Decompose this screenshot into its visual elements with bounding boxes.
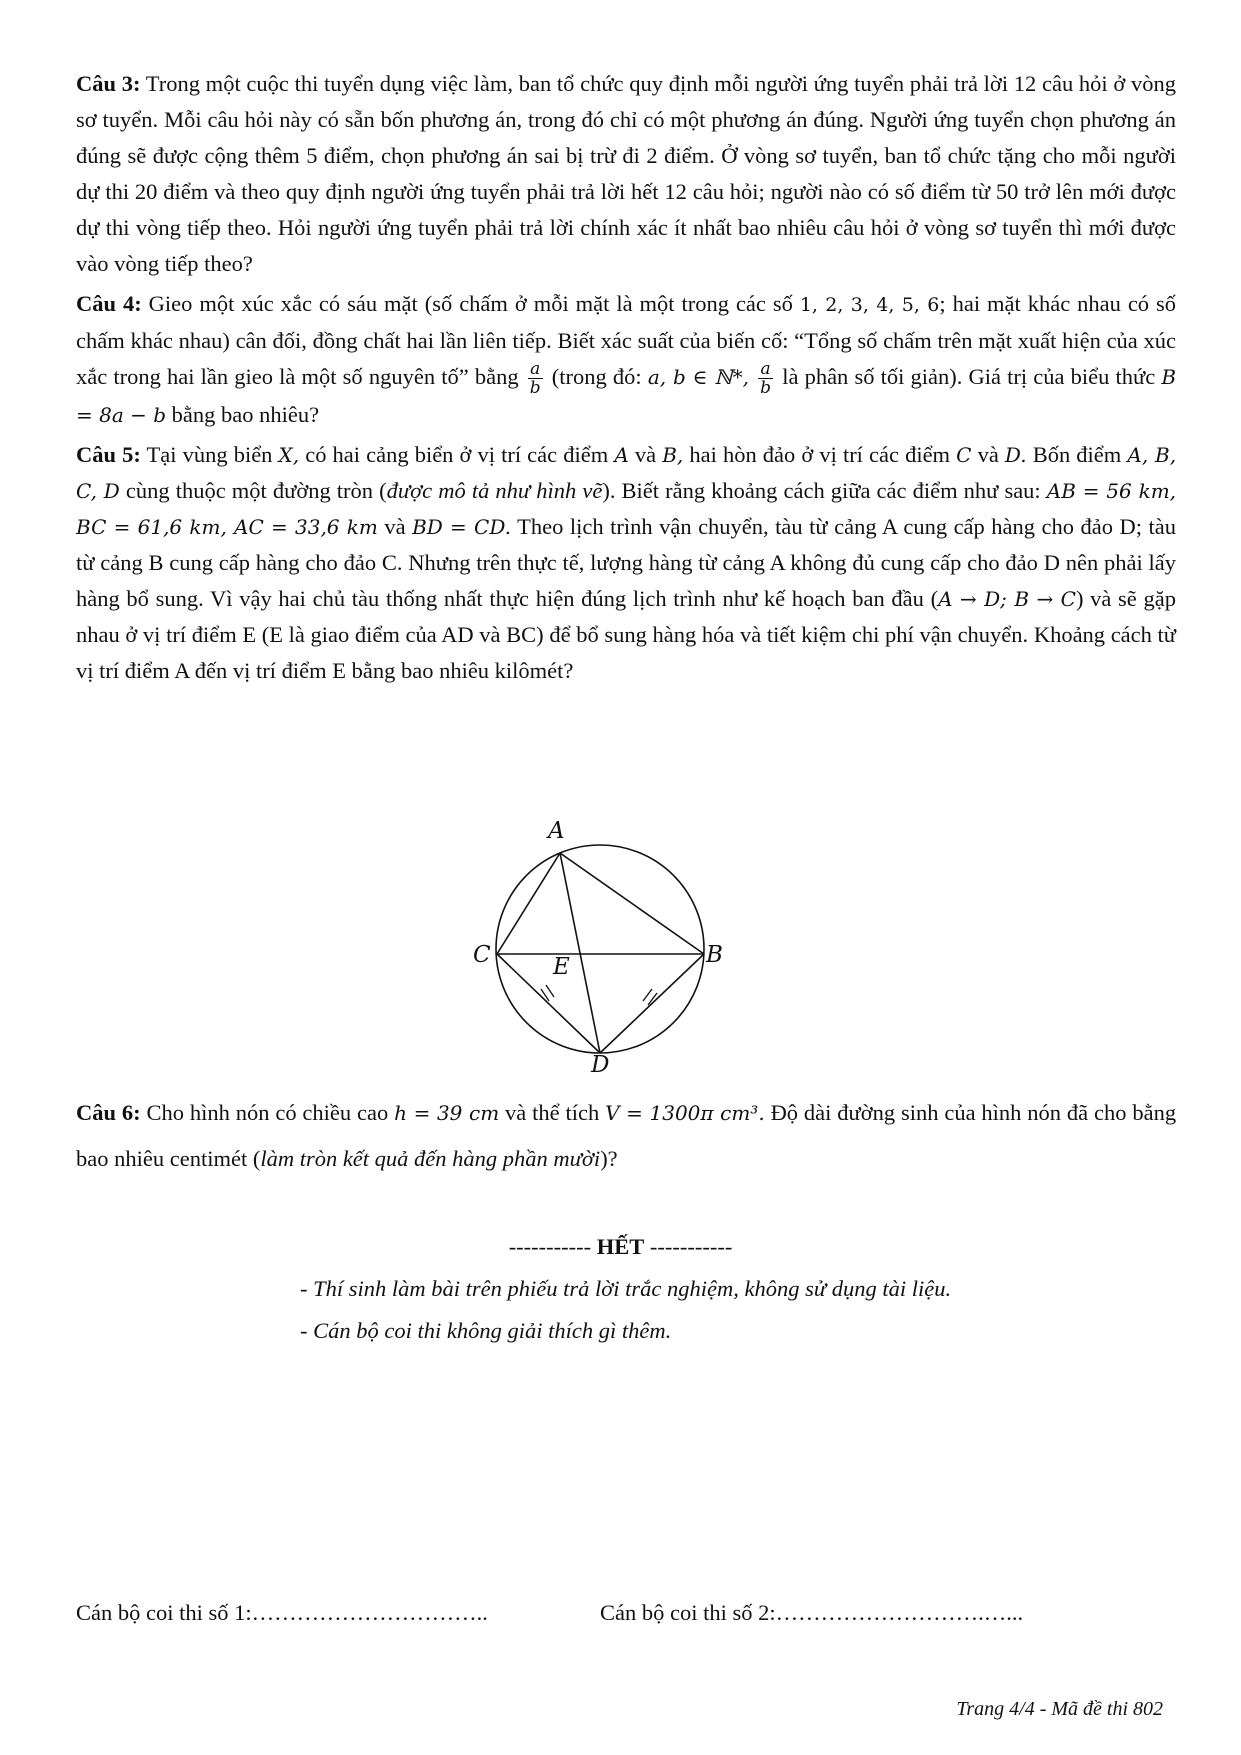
label-d: D [591, 1052, 610, 1078]
end-dashes: ----------- [649, 1234, 733, 1259]
question-4-label: Câu 4: [76, 291, 142, 316]
fraction-numerator: a [758, 360, 773, 379]
math-expression: B = 8a − b [76, 365, 1177, 428]
question-5 [76, 437, 1176, 689]
question-6-text: và thể tích [505, 1100, 600, 1125]
segment-cd [497, 954, 600, 1053]
question-5-italic: được mô tả như hình vẽ [386, 478, 603, 504]
segment-ad [560, 853, 600, 1053]
question-5-label: Câu 5: [76, 442, 141, 468]
question-4-text: bằng bao nhiêu? [171, 402, 320, 428]
math-height: h = 39 cm [394, 1101, 500, 1125]
end-marker [0, 1234, 1241, 1260]
exam-page [76, 66, 1176, 693]
question-5-text: ) và sẽ gặp nhau ở vị trí điểm E (E là giao điểm của AD và BC) để bổ sung hàng hóa và tiết kiệm chi phí vận chuyển. Khoảng cách từ vị trí điểm A đến vị trí điểm E bằng bao nhiêu kilômét? [76, 586, 1176, 684]
fraction-numerator: a [528, 360, 543, 379]
question-6-label: Câu 6: [76, 1100, 141, 1125]
question-5-text: ). Biết rằng khoảng cách giữa các điểm như sau: [602, 478, 1041, 504]
question-5-text: Tại vùng biển [146, 442, 273, 468]
circle-figure [460, 818, 740, 1078]
math-var: C [956, 443, 972, 468]
question-3-label: Câu 3: [76, 71, 141, 96]
question-6-italic: làm tròn kết quả đến hàng phần mười [260, 1146, 601, 1171]
proctor-1-signature: Cán bộ coi thi số 1:………………………….. [76, 1600, 488, 1625]
circle-diagram [460, 826, 740, 1076]
question-5-text: cùng thuộc một đường tròn ( [125, 478, 387, 504]
math-var: B, [662, 443, 684, 468]
end-dashes: ----------- [508, 1234, 592, 1259]
question-4-text: ; hai mặt khác nhau có số chấm khác nhau) cân đối, đồng chất hai lần liên tiếp. Biết xác suất của biến cố: “Tổng số chấm trên mặt xuất hiện của xúc xắc trong hai lần gieo là một số nguyên tố” bằng [76, 291, 1177, 389]
math-var: A [614, 443, 629, 468]
question-6 [76, 1090, 1176, 1182]
circle [496, 845, 704, 1053]
math-volume: V = 1300π cm³. [605, 1101, 765, 1125]
label-b: B [706, 942, 723, 968]
proctor-2-signature: Cán bộ coi thi số 2:……………………….…... [600, 1600, 1024, 1625]
question-5-text: Bốn điểm [1032, 442, 1122, 468]
question-4-text: là phân số tối giản). Giá trị của biểu thức [782, 364, 1156, 389]
end-word: HẾT [596, 1234, 645, 1259]
segment-ab [560, 853, 704, 954]
note-2: - Cán bộ coi thi không giải thích gì thêm. [300, 1318, 672, 1343]
question-4-text: (trong đó: [551, 364, 642, 389]
question-5-text: hai hòn đảo ở vị trí các điểm [689, 442, 951, 468]
question-6-block [76, 1090, 1176, 1186]
question-6-text: Độ dài đường sinh của hình nón đã cho bằng bao nhiêu centimét ( [76, 1100, 1177, 1171]
question-3 [76, 66, 1176, 282]
math-var: X, [278, 443, 300, 468]
question-5-text: và [384, 514, 406, 540]
note-1: - Thí sinh làm bài trên phiếu trả lời trắc nghiệm, không sử dụng tài liệu. [300, 1276, 952, 1301]
tick-marks [541, 985, 657, 1005]
question-6-text: )? [600, 1146, 618, 1171]
page-footer: Trang 4/4 - Mã đề thi 802 [956, 1698, 1163, 1720]
label-a: A [548, 818, 565, 844]
math-condition: a, b ∈ ℕ*, [647, 365, 749, 389]
math-route: A → D; B → C [938, 587, 1076, 612]
math-equality: BD = CD. [412, 515, 512, 540]
fraction-a-over-b [528, 360, 543, 397]
question-5-text: và [977, 442, 999, 468]
label-e: E [553, 954, 570, 980]
fraction-a-over-b [758, 360, 773, 397]
question-4-text: Gieo một xúc xắc có sáu mặt (số chấm ở mỗi mặt là một trong các số [148, 291, 793, 316]
question-5-text: có hai cảng biển ở vị trí các điểm [305, 442, 609, 468]
question-5-text: và [634, 442, 657, 468]
math-measures: AB = 56 km, BC = 61,6 km, AC = 33,6 km [76, 479, 1177, 540]
math-var: D. [1004, 443, 1027, 468]
question-5-text: Theo lịch trình vận chuyển, tàu từ cảng A cung cấp hàng cho đảo D; tàu từ cảng B cung cấp hàng cho đảo C. Nhưng trên thực tế, lượng hàng từ cảng A không đủ cung cấp cho đảo D nên phải lấy hàng bổ sung. Vì vậy hai chủ tàu thống nhất thực hiện đúng lịch trình như kế hoạch ban đầu ( [76, 514, 1176, 612]
question-6-text: Cho hình nón có chiều cao [146, 1100, 389, 1125]
question-4 [76, 286, 1176, 433]
fraction-denominator: b [529, 378, 541, 399]
dice-values: 1, 2, 3, 4, 5, 6 [799, 294, 940, 316]
label-c: C [473, 942, 491, 968]
fraction-denominator: b [760, 378, 772, 399]
question-3-text: Trong một cuộc thi tuyển dụng việc làm, ban tổ chức quy định mỗi người ứng tuyển phải trả lời 12 câu hỏi ở vòng sơ tuyển. Mỗi câu hỏi này có sẵn bốn phương án, trong đó chỉ có một phương án đúng. Người ứng tuyển chọn phương án đúng sẽ được cộng thêm 5 điểm, chọn phương án sai bị trừ đi 2 điểm. Ở vòng sơ tuyển, ban tổ chức tặng cho mỗi người dự thi 20 điểm và theo quy định người ứng tuyển phải trả lời hết 12 câu hỏi; người nào có số điểm từ 50 trở lên mới được dự thi vòng tiếp theo. Hỏi người ứng tuyển phải trả lời chính xác ít nhất bao nhiêu câu hỏi ở vòng sơ tuyển thì mới được vào vòng tiếp theo? [76, 71, 1176, 276]
math-var: A, B, C, D [76, 443, 1177, 504]
